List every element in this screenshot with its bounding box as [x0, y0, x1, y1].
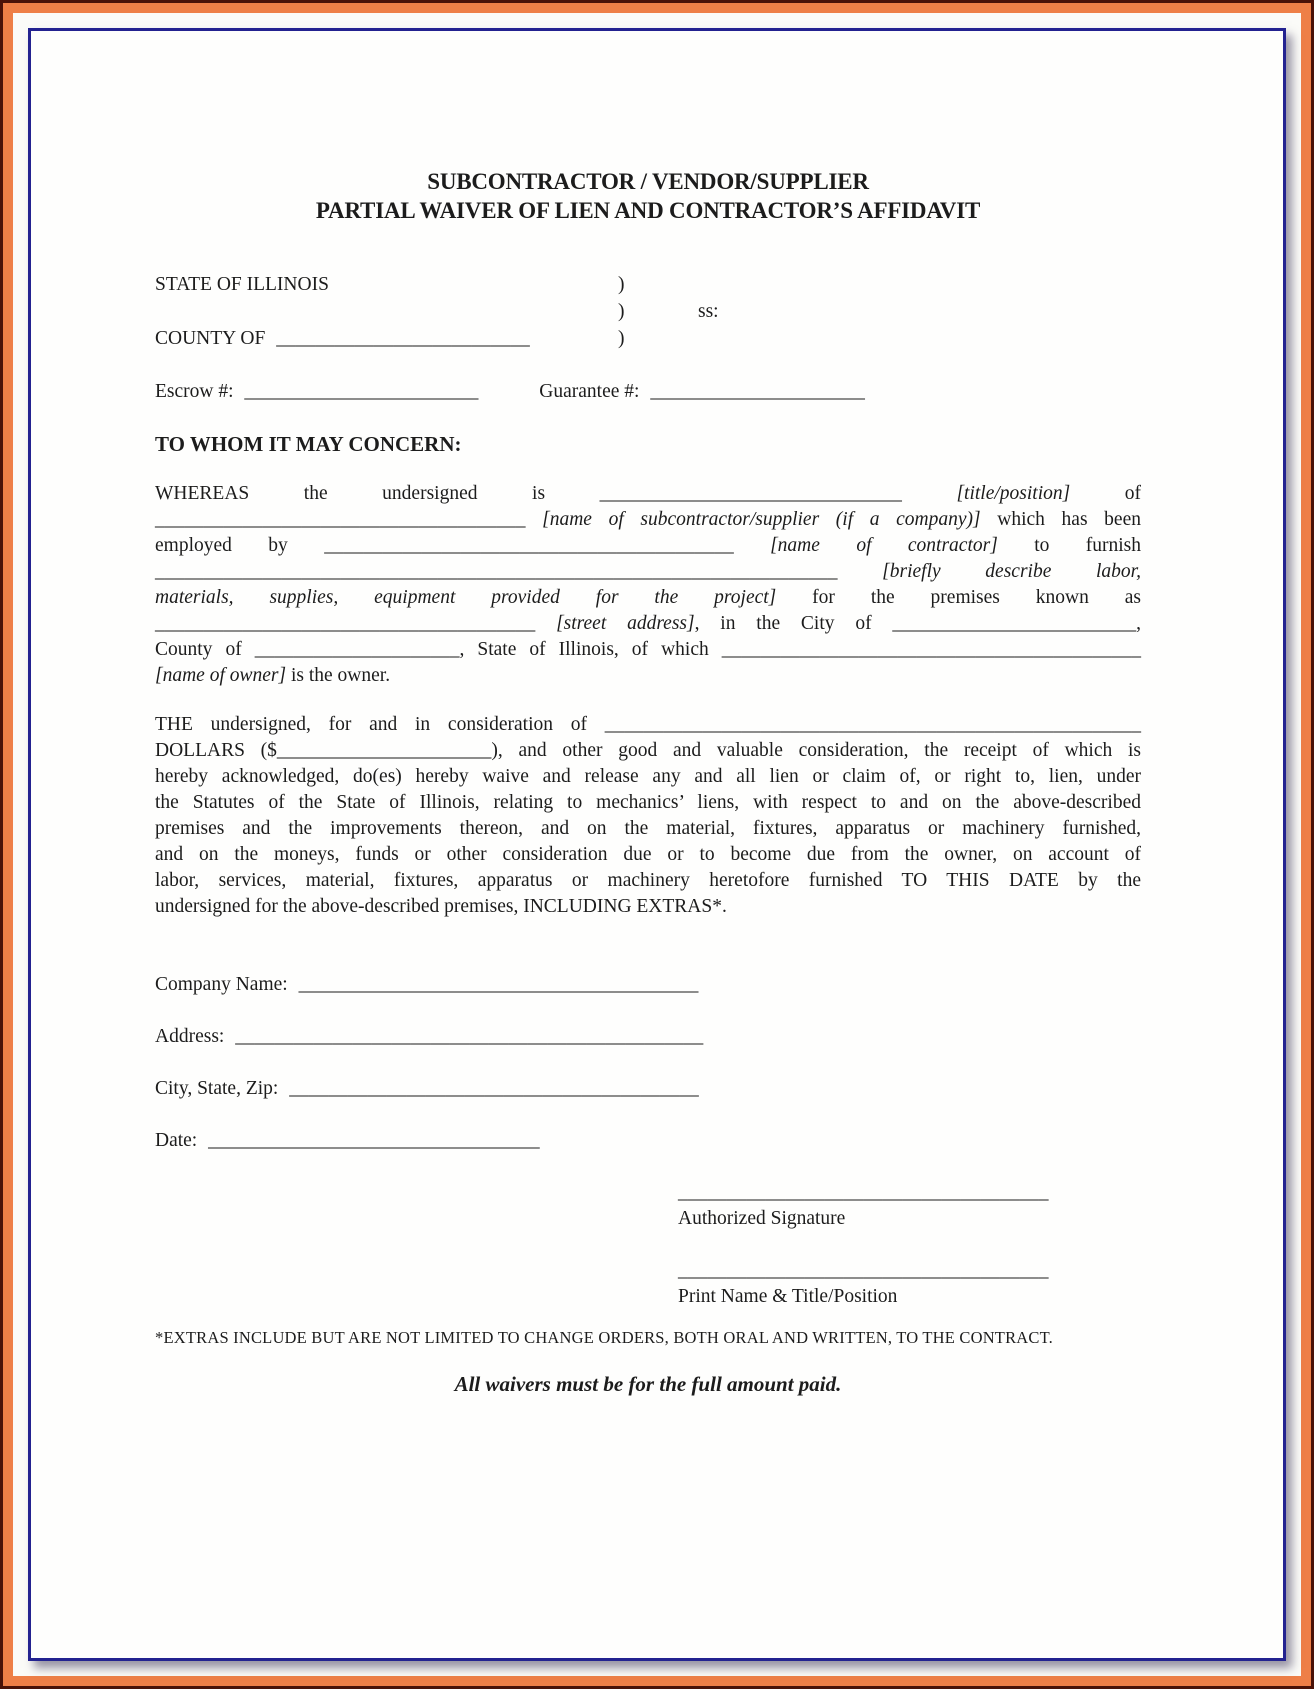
venue-paren: ) [618, 328, 625, 349]
field-row-company [155, 972, 1141, 998]
print-name-label: Print Name & Title/Position [678, 1286, 898, 1307]
hint-text: [name of owner] [155, 665, 287, 686]
date-blank-line: __________________________________ [208, 1130, 540, 1151]
paragraph-text: State of Illinois, of which [464, 639, 722, 660]
authorized-signature-line: ______________________________________ [678, 1182, 1049, 1203]
paragraph-text: to furnish [997, 535, 1141, 556]
salutation: TO WHOM IT MAY CONCERN: [155, 432, 462, 456]
paragraph-text: , in the City of [694, 613, 893, 634]
ss-label: ss: [698, 301, 719, 322]
venue-row-county [155, 325, 1141, 352]
paragraph-line: hereby acknowledged, do(es) hereby waive and release any and all lien or claim of, or right to, lien, under [155, 766, 1141, 787]
guarantee-label: Guarantee #: [539, 381, 640, 402]
hint-text: materials, supplies, equipment provided for the project] [155, 587, 777, 608]
paragraph-text: for the premises known as [776, 587, 1141, 608]
document-content [31, 31, 1283, 1397]
company-name-label: Company Name: [155, 974, 288, 995]
field-row-city-state-zip [155, 1076, 1141, 1102]
company-name-blank-line: _________________________________________ [298, 974, 699, 995]
consideration-paragraph [155, 712, 1141, 920]
blank-line: ______________________________________ [155, 509, 543, 530]
hint-text: [name of contractor] [770, 535, 998, 556]
blank-line: __________________________________________ [324, 535, 771, 556]
paragraph-line [155, 663, 1141, 689]
paragraph-line [155, 481, 1141, 507]
paragraph-text: of [1070, 483, 1142, 504]
blank-line: ______________________ [276, 740, 492, 761]
venue-row-ss [155, 298, 1141, 325]
frame-white-gap [13, 13, 1301, 1676]
paragraph-text: ), and other good and valuable consideration, the receipt of which is [491, 740, 1141, 761]
authorized-signature-label: Authorized Signature [678, 1208, 846, 1229]
paragraph-line: the Statutes of the State of Illinois, relating to mechanics’ liens, with respect to and on the above-described [155, 792, 1141, 813]
fill-in-fields [155, 972, 1141, 1154]
date-label: Date: [155, 1130, 198, 1151]
state-label: STATE OF ILLINOIS [155, 274, 329, 295]
blank-line: _____________________, [254, 639, 465, 660]
paragraph-line [155, 559, 1141, 585]
paragraph-text: THE undersigned, for and in consideration of [155, 714, 605, 735]
guarantee-blank-line: ______________________ [650, 381, 865, 402]
blank-line: _______________________________________ [155, 613, 557, 634]
footer-note: All waivers must be for the full amount paid. [454, 1372, 842, 1396]
whereas-paragraph [155, 481, 1141, 689]
paragraph-line: premises and the improvements thereon, and on the material, fixtures, apparatus or machinery furnished, [155, 818, 1141, 839]
escrow-label: Escrow #: [155, 381, 234, 402]
venue-row-state [155, 271, 1141, 298]
escrow-blank-line: ________________________ [244, 381, 479, 402]
print-name-line: ______________________________________ [678, 1260, 1049, 1281]
signature-block [678, 1180, 1141, 1310]
reference-row [155, 379, 1141, 405]
address-blank-line: ________________________________________________ [235, 1026, 704, 1047]
venue-paren: ) [618, 274, 625, 295]
field-row-date [155, 1128, 1141, 1154]
blank-line: _________________________, [892, 613, 1141, 634]
document-page [28, 28, 1286, 1661]
paragraph-text: County of [155, 639, 255, 660]
blank-line: _______________________________ [599, 483, 957, 504]
paragraph-line: labor, services, material, fixtures, apparatus or machinery heretofore furnished TO THIS DATE by the [155, 870, 1141, 891]
venue-paren: ) [618, 301, 625, 322]
paragraph-line: undersigned for the above-described premises, INCLUDING EXTRAS*. [155, 896, 727, 917]
paragraph-line [155, 611, 1141, 637]
blank-line: ______________________________________________________________________ [155, 561, 883, 582]
paragraph-text: employed by [155, 535, 325, 556]
county-label: COUNTY OF [155, 328, 266, 349]
paragraph-line [155, 507, 1141, 533]
document-title-line1: SUBCONTRACTOR / VENDOR/SUPPLIER [427, 169, 869, 194]
document-title-line2: PARTIAL WAIVER OF LIEN AND CONTRACTOR’S AFFIDAVIT [315, 198, 981, 223]
blank-line: _______________________________________________________ [604, 714, 1141, 735]
hint-text: [name of subcontractor/supplier (if a company)] [542, 509, 981, 530]
city-state-zip-blank-line: __________________________________________ [289, 1078, 699, 1099]
venue-block [155, 271, 1141, 352]
paragraph-line [155, 712, 1141, 738]
county-blank-line: __________________________ [276, 328, 530, 349]
paragraph-line: and on the moneys, funds or other consideration due or to become due from the owner, on account of [155, 844, 1141, 865]
paragraph-line [155, 533, 1141, 559]
document-title [155, 167, 1141, 225]
paragraph-line [155, 585, 1141, 611]
paragraph-text: is the owner. [286, 665, 391, 686]
paragraph-line [155, 738, 1141, 764]
hint-text: [street address] [556, 613, 695, 634]
address-label: Address: [155, 1026, 225, 1047]
paragraph-text: WHEREAS the undersigned is [155, 483, 600, 504]
hint-text: [title/position] [956, 483, 1071, 504]
blank-line: ___________________________________________ [721, 639, 1141, 660]
city-state-zip-label: City, State, Zip: [155, 1078, 279, 1099]
hint-text: [briefly describe labor, [882, 561, 1141, 582]
paragraph-text: DOLLARS ($ [155, 740, 277, 761]
paragraph-line [155, 637, 1141, 663]
extras-footnote: *EXTRAS INCLUDE BUT ARE NOT LIMITED TO CHANGE ORDERS, BOTH ORAL AND WRITTEN, TO THE CONTRACT. [155, 1328, 1053, 1347]
paragraph-text: which has been [980, 509, 1141, 530]
field-row-address [155, 1024, 1141, 1050]
